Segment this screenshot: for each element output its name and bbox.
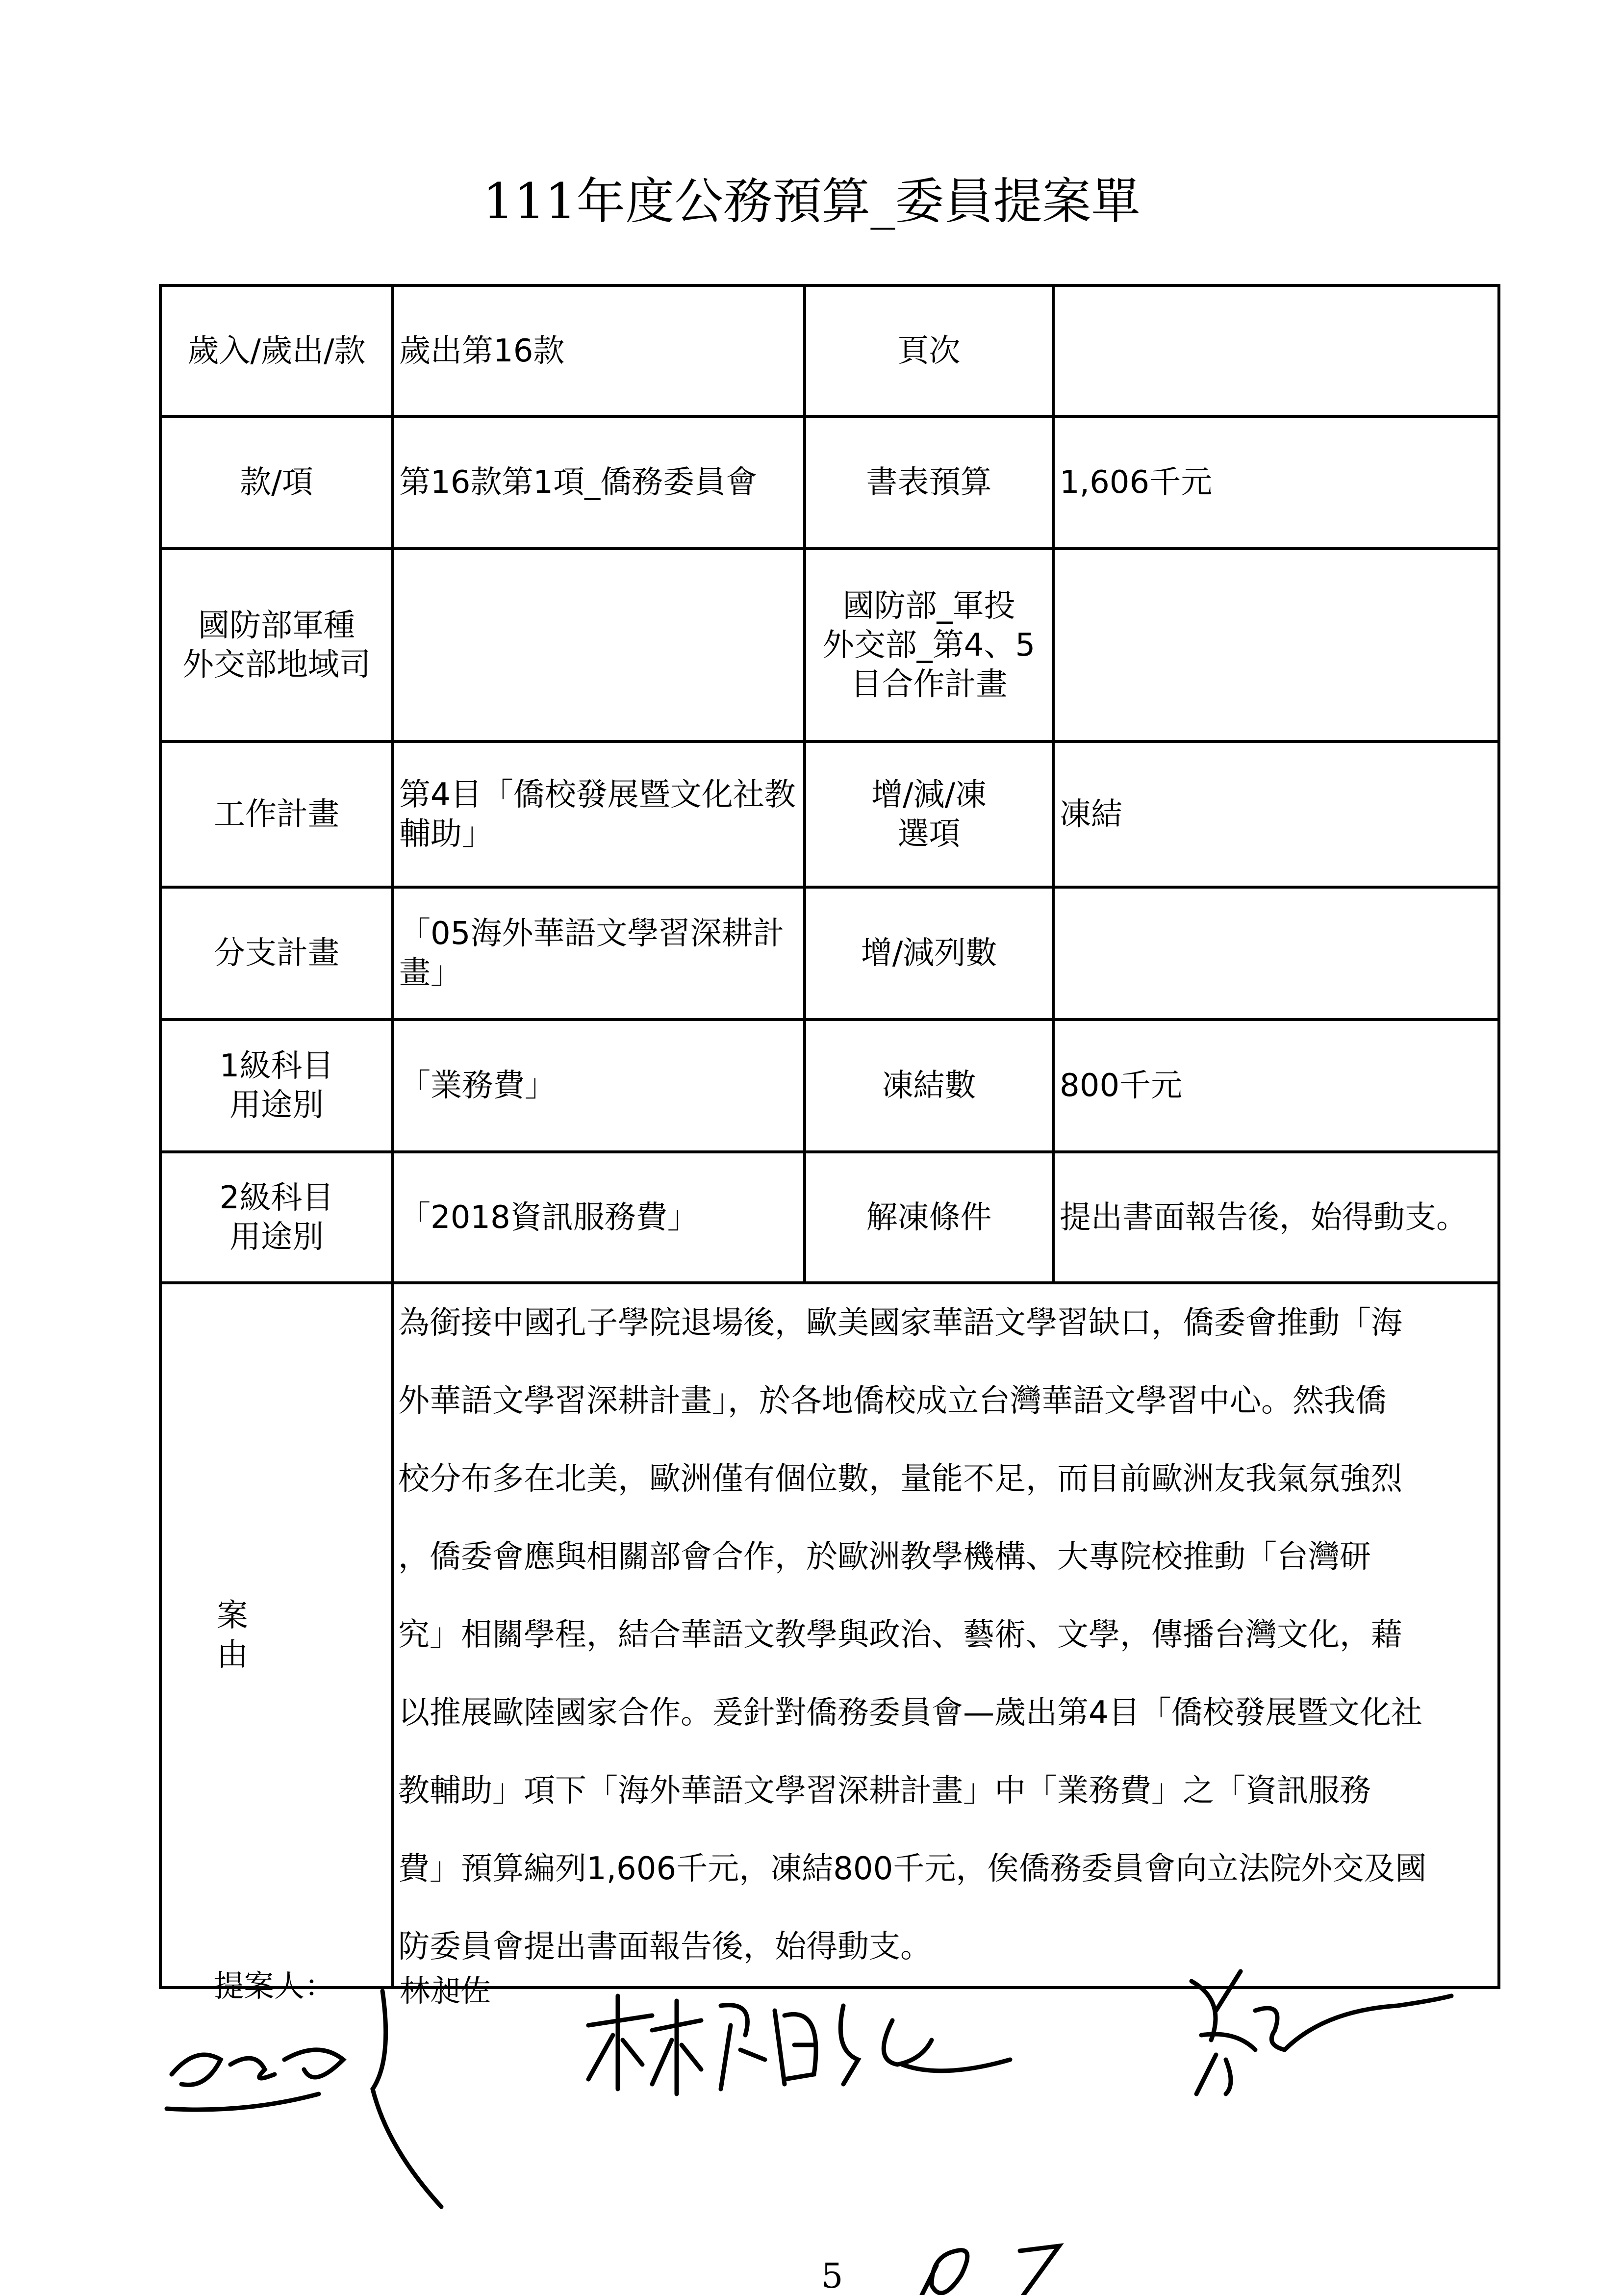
reason-line: ，僑委會應與相關部會合作，於歐洲教學機構、大專院校推動「台灣研 [398,1539,1371,1575]
reason-line: 外華語文學習深耕計畫」，於各地僑校成立台灣華語文學習中心。然我僑 [398,1383,1387,1419]
proposer-label: 提案人： [213,1968,335,2004]
reason-line: 教輔助」項下「海外華語文學習深耕計畫」中「業務費」之「資訊服務 [398,1773,1371,1809]
field-label: 2級科目 用途別 [160,1152,393,1283]
field-label: 款/項 [160,416,393,549]
field-value: 1,606千元 [1053,416,1499,549]
field-label: 解凍條件 [805,1152,1053,1283]
field-value: 800千元 [1053,1020,1499,1152]
field-label: 國防部_軍投 外交部_第4、5 目合作計畫 [805,549,1053,741]
reason-line: 究」相關學程，結合華語文教學與政治、藝術、文學，傳播台灣文化，藉 [398,1617,1402,1653]
reason-line: 費」預算編列1,606千元，凍結800千元，俟僑務委員會向立法院外交及國 [398,1851,1427,1887]
field-label: 分支計畫 [160,887,393,1020]
signature-2 [588,1996,1010,2094]
field-label: 國防部軍種 外交部地域司 [160,549,393,741]
field-label: 歲入/歲出/款 [160,285,393,416]
proposer-name: 林昶佐 [400,1973,491,2009]
field-value: 「05海外華語文學習深耕計畫」 [393,887,805,1020]
field-value: 凍結 [1053,741,1499,887]
field-value: 第4目「僑校發展暨文化社教輔助」 [393,741,805,887]
field-label: 工作計畫 [160,741,393,887]
page-number: 5 [821,2256,843,2296]
signature-3 [1192,1971,1451,2094]
field-value: 「2018資訊服務費」 [393,1152,805,1283]
reason-line: 校分布多在北美，歐洲僅有個位數，量能不足，而目前歐洲友我氣氛強烈 [398,1461,1402,1497]
field-label: 增/減列數 [805,887,1053,1020]
field-label: 增/減/凍 選項 [805,741,1053,887]
page-title: 111年度公務預算_委員提案單 [482,173,1141,230]
reason-line: 防委員會提出書面報告後，始得動支。 [398,1929,932,1965]
field-value: 「業務費」 [393,1020,805,1152]
field-label: 凍結數 [805,1020,1053,1152]
field-value: 第16款第1項_僑務委員會 [393,416,805,549]
signature-1 [167,1991,441,2207]
reason-line: 為銜接中國孔子學院退場後，歐美國家華語文學習缺口，僑委會推動「海 [398,1305,1402,1341]
field-label: 書表預算 [805,416,1053,549]
field-value: 歲出第16款 [393,285,805,416]
reason-label-text: 案由 [217,1597,336,1673]
reason-line: 以推展歐陸國家合作。爰針對僑務委員會—歲出第4目「僑校發展暨文化社 [398,1695,1422,1731]
field-value: 提出書面報告後，始得動支。 [1053,1152,1499,1283]
field-label: 1級科目 用途別 [160,1020,393,1152]
handwritten-number-107 [922,2246,1059,2295]
field-label: 頁次 [805,285,1053,416]
